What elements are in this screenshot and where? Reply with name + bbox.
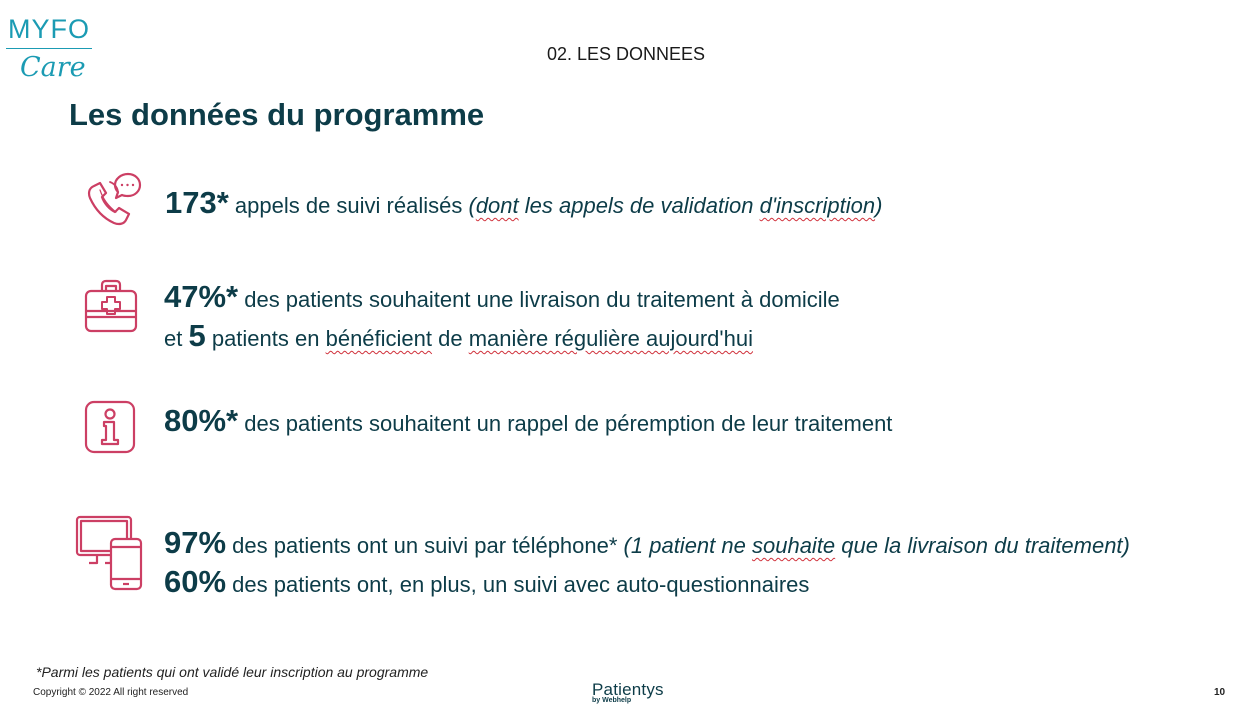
stat-followup-phone — [164, 525, 1130, 561]
logo-myfo: MYFO — [8, 14, 90, 44]
page-number: 10 — [1214, 687, 1226, 698]
delivery-text: des patients souhaitent une livraison du traitement à domicile — [238, 287, 840, 312]
logo-care: Care — [20, 52, 86, 83]
delivery-patients-count: 5 — [188, 318, 206, 353]
calls-note-middle: les appels de validation — [518, 193, 760, 218]
calls-text: appels de suivi réalisés — [228, 193, 469, 218]
patientys-logo — [592, 680, 664, 704]
calls-count: 173* — [165, 185, 229, 220]
stat-reminder — [164, 403, 892, 439]
calls-note-word3: d'inscription — [759, 193, 876, 218]
phone-followup-text: des patients ont un suivi par téléphone* — [226, 533, 624, 558]
reminder-percent: 80%* — [164, 403, 239, 438]
stat-followup-questionnaire — [164, 564, 809, 600]
delivery-l2-b: patients en — [205, 326, 326, 351]
delivery-l2-c: de — [432, 326, 469, 351]
calls-paren-close: ) — [875, 193, 883, 218]
phone-chat-icon — [84, 172, 142, 230]
calls-note-word1: dont — [475, 193, 519, 218]
calls-paren-open: ( — [468, 193, 476, 218]
footnote: *Parmi les patients qui ont validé leur inscription au programme — [36, 664, 429, 680]
devices-icon — [75, 515, 143, 593]
stat-calls — [165, 185, 882, 221]
info-icon — [84, 400, 136, 454]
questionnaire-text: des patients ont, en plus, un suivi avec auto-questionnaires — [226, 572, 810, 597]
copyright: Copyright © 2022 All right reserved — [33, 687, 189, 698]
logo-divider — [6, 48, 92, 49]
followup-note-b: que la livraison du traitement) — [835, 533, 1130, 558]
questionnaire-percent: 60% — [164, 564, 227, 599]
page-title: Les données du programme — [69, 97, 485, 132]
stat-delivery — [164, 279, 840, 315]
delivery-l2-word2: manière régulière aujourd'hui — [468, 326, 753, 351]
followup-note-word: souhaite — [751, 533, 836, 558]
stat-delivery-line2 — [164, 318, 753, 354]
medical-kit-icon — [84, 279, 138, 335]
reminder-text: des patients souhaitent un rappel de péremption de leur traitement — [238, 411, 893, 436]
delivery-l2-word1: bénéficient — [325, 326, 433, 351]
delivery-percent: 47%* — [164, 279, 239, 314]
followup-note-a: (1 patient ne — [623, 533, 752, 558]
brand-name: Patientys — [592, 680, 664, 699]
brand-sub: by Webhelp — [592, 697, 632, 704]
delivery-l2-a: et — [164, 326, 189, 351]
section-label: 02. LES DONNEES — [547, 44, 706, 64]
phone-followup-percent: 97% — [164, 525, 227, 560]
